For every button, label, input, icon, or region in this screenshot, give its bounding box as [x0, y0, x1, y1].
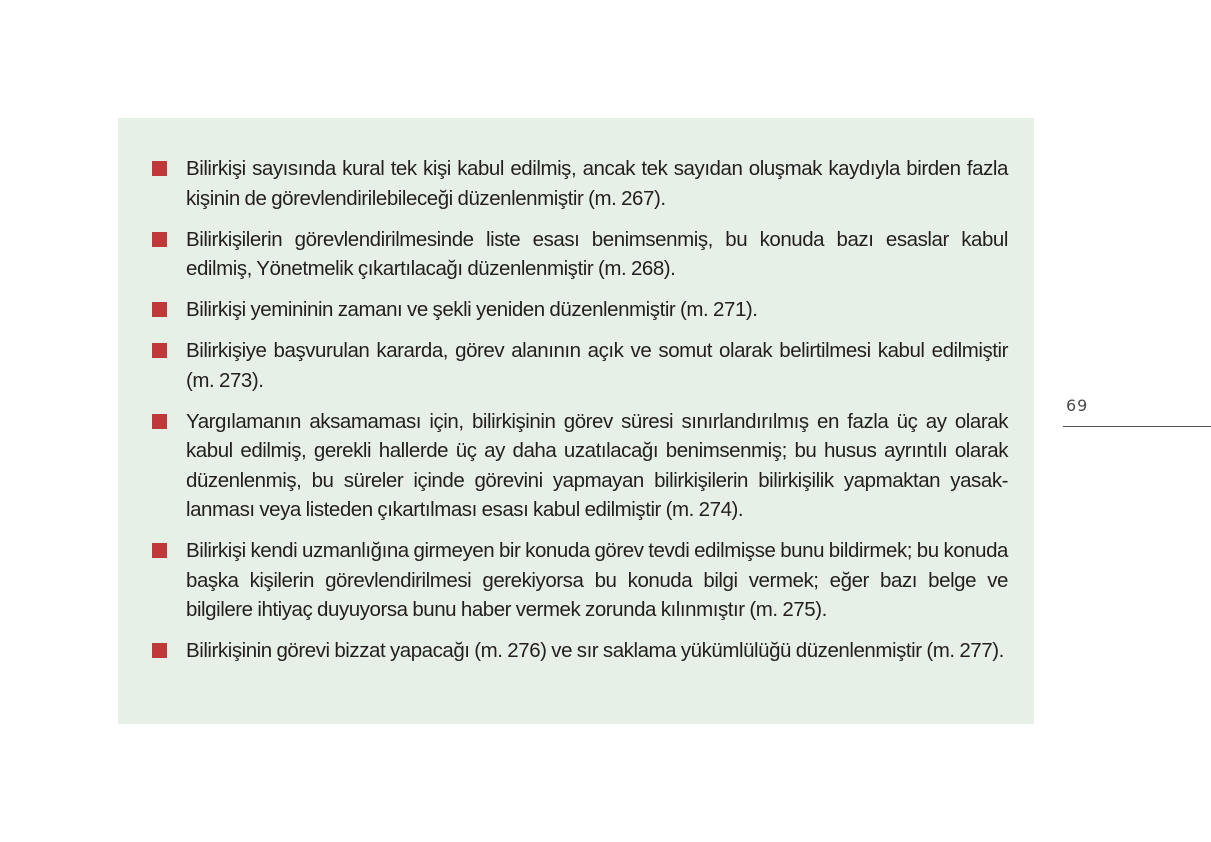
square-bullet-icon: [152, 302, 167, 317]
list-item: [150, 336, 1008, 395]
list-item: [150, 225, 1008, 284]
page-number: 69: [1066, 396, 1089, 415]
list-item: [150, 636, 1008, 666]
square-bullet-icon: [152, 543, 167, 558]
list-item-text: Bilirkişi yemininin zamanı ve şekli yeniden düzenlenmiştir (m. 271).: [186, 298, 758, 321]
list-item-text: Yargılamanın aksamaması için, bilirkişinin görev süresi sınırlandırılmış en fazla üç ay olarak kabul edilmiş, gerekli hallerde üç ay daha uzatılacağı benimsenmiş; bu husus ayrıntılı olarak düzenlenmiş, bu süreler içinde görevini yapmayan bilirkişilerin bilirkişilik yapmaktan yasak-lanması veya listeden çıkartılması esası kabul edilmiştir (m. 274).: [186, 409, 1008, 521]
square-bullet-icon: [152, 643, 167, 658]
list-item-text: Bilirkişinin görevi bizzat yapacağı (m. 276) ve sır saklama yükümlülüğü düzenlenmiştir (m. 277).: [186, 639, 1004, 662]
square-bullet-icon: [152, 343, 167, 358]
list-item: [150, 295, 1008, 325]
list-item-text: Bilirkişi kendi uzmanlığına girmeyen bir konuda görev tevdi edilmişse bunu bildirmek; bu konuda başka kişilerin görevlendirilmesi gerekiyorsa bu konuda bilgi vermek; eğer bazı belge ve bilgilere ihtiyaç duyuyorsa bunu haber vermek zorunda kılınmıştır (m. 275).: [186, 539, 1008, 621]
bullet-list: [150, 154, 1008, 666]
list-item: [150, 407, 1008, 525]
list-item-text: Bilirkişilerin görevlendirilmesinde liste esası benimsenmiş, bu konuda bazı esaslar kabul edilmiş, Yönetmelik çıkartılacağı düzenlenmiştir (m. 268).: [186, 227, 1008, 280]
square-bullet-icon: [152, 232, 167, 247]
list-item: [150, 536, 1008, 625]
list-item-text: Bilirkişi sayısında kural tek kişi kabul edilmiş, ancak tek sayıdan oluşmak kaydıyla birden fazla kişinin de görevlendirilebileceği düzenlenmiştir (m. 267).: [186, 157, 1008, 210]
square-bullet-icon: [152, 414, 167, 429]
list-item-text: Bilirkişiye başvurulan kararda, görev alanının açık ve somut olarak belirtilmesi kabul edilmiştir (m. 273).: [186, 339, 1008, 392]
page-number-rule: [1063, 426, 1211, 427]
square-bullet-icon: [152, 161, 167, 176]
content-box: [118, 118, 1034, 724]
list-item: [150, 154, 1008, 213]
